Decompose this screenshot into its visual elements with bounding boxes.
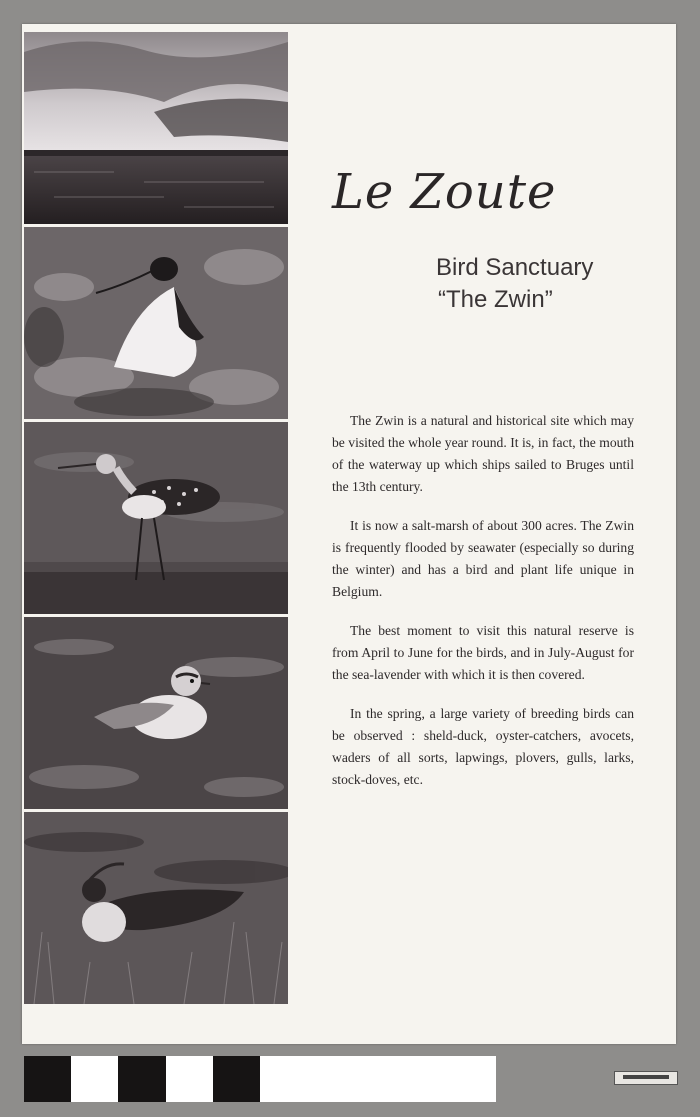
plover-photo bbox=[24, 617, 288, 809]
body-text bbox=[332, 410, 634, 808]
color-patch bbox=[166, 1056, 213, 1102]
color-patch bbox=[260, 1056, 307, 1102]
lapwing-photo bbox=[24, 812, 288, 1004]
seascape-photo bbox=[24, 32, 288, 224]
subtitle-line-2: “The Zwin” bbox=[438, 286, 553, 313]
wader-photo bbox=[24, 422, 288, 614]
paragraph-4: In the spring, a large variety of breeding birds can be observed : sheld-duck, oyster-catchers, avocets, waders of all sorts, lapwings, plovers, gulls, larks, stock-doves, etc. bbox=[332, 706, 634, 787]
paragraph-2: It is now a salt-marsh of about 300 acres. The Zwin is frequently flooded by seawater (especially so during the winter) and has a bird and plant life unique in Belgium. bbox=[332, 518, 634, 599]
paragraph-1: The Zwin is a natural and historical site which may be visited the whole year round. It is, in fact, the mouth of the waterway up which ships sailed to Bruges until the 13th century. bbox=[332, 413, 634, 494]
subtitle bbox=[436, 252, 636, 316]
brochure-page bbox=[22, 24, 676, 1044]
paragraph-3: The best moment to visit this natural reserve is from April to June for the birds, and in July-August for the sea-lavender with which it is then covered. bbox=[332, 623, 634, 682]
color-patch bbox=[71, 1056, 118, 1102]
barcode-strip bbox=[623, 1075, 669, 1079]
subtitle-line-1: Bird Sanctuary bbox=[436, 254, 594, 281]
color-patch bbox=[213, 1056, 260, 1102]
color-patch bbox=[307, 1056, 354, 1102]
archive-label bbox=[614, 1071, 678, 1085]
photo-strip bbox=[24, 32, 288, 1004]
color-patch bbox=[354, 1056, 401, 1102]
color-patch bbox=[402, 1056, 449, 1102]
avocet-photo bbox=[24, 227, 288, 419]
color-calibration-bar bbox=[24, 1056, 496, 1102]
color-patch bbox=[118, 1056, 165, 1102]
page-title: Le Zoute bbox=[332, 164, 557, 220]
color-patch bbox=[449, 1056, 496, 1102]
color-patch bbox=[24, 1056, 71, 1102]
